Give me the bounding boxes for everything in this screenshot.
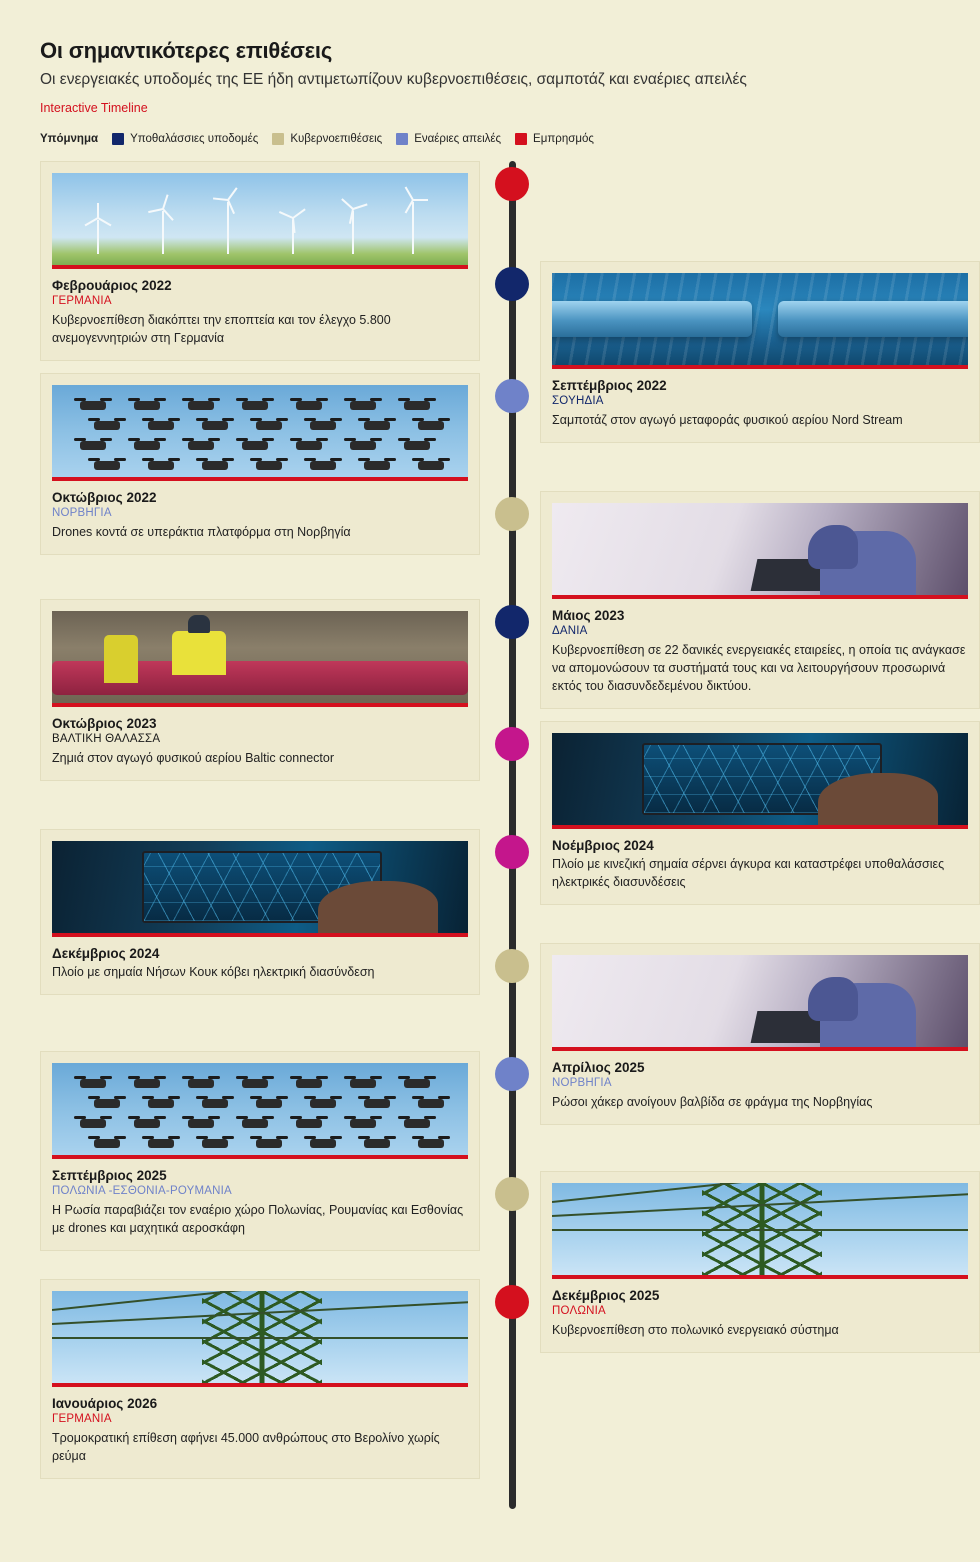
card-body xyxy=(41,481,479,554)
timeline-event-card[interactable] xyxy=(40,829,480,995)
timeline-dot[interactable] xyxy=(495,727,529,761)
power-pylon-photo xyxy=(552,1183,968,1275)
event-date: Απρίλιος 2025 xyxy=(552,1059,645,1075)
tablet-network-photo xyxy=(552,733,968,825)
event-date: Φεβρουάριος 2022 xyxy=(52,277,172,293)
timeline-event-card[interactable] xyxy=(40,1279,480,1479)
hacker-laptop-photo xyxy=(552,503,968,595)
wind-turbines-photo xyxy=(52,173,468,265)
card-body xyxy=(41,1159,479,1250)
event-description: Η Ρωσία παραβιάζει τον εναέριο χώρο Πολωνίας, Ρουμανίας και Εσθονίας με drones και μαχητικά αεροσκάφη xyxy=(52,1202,464,1236)
gas-pipeline-workers-photo xyxy=(52,611,468,703)
timeline-dot[interactable] xyxy=(495,167,529,201)
card-body xyxy=(541,599,979,708)
legend-title: Υπόμνημα xyxy=(40,132,99,145)
event-date: Δεκέμβριος 2024 xyxy=(52,945,160,961)
card-body xyxy=(41,937,479,994)
legend-item-label: Εναέριες απειλές xyxy=(414,132,502,145)
card-body xyxy=(41,269,479,360)
interactive-timeline-label: Interactive Timeline xyxy=(40,100,148,115)
event-description: Τρομοκρατική επίθεση αφήνει 45.000 ανθρώπους στο Βερολίνο χωρίς ρεύμα xyxy=(52,1430,440,1464)
timeline-dot[interactable] xyxy=(495,1177,529,1211)
hacker-laptop-photo xyxy=(552,955,968,1047)
event-date: Οκτώβριος 2023 xyxy=(52,715,157,731)
event-description: Κυβερνοεπίθεση σε 22 δανικές ενεργειακές εταιρείες, η οποία τις ανάγκασε να απομονώσουν τα συστήματά τους και να λειτουργήσουν προσωρινά εκτός του διασυνδεδεμένου δικτύου. xyxy=(552,642,966,694)
event-location: ΝΟΡΒΗΓΙΑ xyxy=(52,506,112,519)
legend-item[interactable] xyxy=(515,133,594,145)
page-subtitle: Οι ενεργειακές υποδομές της ΕΕ ήδη αντιμετωπίζουν κυβερνοεπιθέσεις, σαμποτάζ και εναέριες απειλές xyxy=(40,71,747,88)
card-body xyxy=(41,1387,479,1478)
timeline xyxy=(0,161,980,1509)
event-description: Ζημιά στον αγωγό φυσικού αερίου Baltic connector xyxy=(52,750,335,765)
card-body xyxy=(541,829,979,904)
legend-item[interactable] xyxy=(272,133,382,145)
card-body xyxy=(541,369,979,442)
event-description: Πλοίο με σημαία Νήσων Κουκ κόβει ηλεκτρική διασύνδεση xyxy=(52,964,375,979)
timeline-dot[interactable] xyxy=(495,1285,529,1319)
card-body xyxy=(541,1279,979,1352)
legend-swatch-icon xyxy=(272,133,284,145)
drone-swarm-photo xyxy=(52,385,468,477)
timeline-event-card[interactable] xyxy=(540,721,980,905)
legend-swatch-icon xyxy=(396,133,408,145)
legend-item-label: Υποθαλάσσιες υποδομές xyxy=(130,132,259,145)
timeline-dot[interactable] xyxy=(495,1057,529,1091)
event-location: ΒΑΛΤΙΚΗ ΘΑΛΑΣΣΑ xyxy=(52,732,161,745)
event-description: Κυβερνοεπίθεση διακόπτει την εποπτεία και τον έλεγχο 5.800 ανεμογεννητριών στη Γερμανία xyxy=(52,312,391,346)
event-date: Σεπτέμβριος 2025 xyxy=(52,1167,167,1183)
event-location: ΠΟΛΩΝΙΑ xyxy=(552,1304,606,1317)
event-date: Δεκέμβριος 2025 xyxy=(552,1287,660,1303)
event-location: ΠΟΛΩΝΙΑ -ΕΣΘΟΝΙΑ-ΡΟΥΜΑΝΙΑ xyxy=(52,1184,232,1197)
power-pylon-photo xyxy=(52,1291,468,1383)
event-description: Ρώσοι χάκερ ανοίγουν βαλβίδα σε φράγμα της Νορβηγίας xyxy=(552,1094,873,1109)
timeline-event-card[interactable] xyxy=(40,1051,480,1251)
legend-swatch-icon xyxy=(515,133,527,145)
timeline-event-card[interactable] xyxy=(40,599,480,781)
event-location: ΝΟΡΒΗΓΙΑ xyxy=(552,1076,612,1089)
event-date: Ιανουάριος 2026 xyxy=(52,1395,158,1411)
timeline-dot[interactable] xyxy=(495,835,529,869)
timeline-dot[interactable] xyxy=(495,379,529,413)
legend-item-label: Εμπρησμός xyxy=(533,132,594,145)
timeline-dot[interactable] xyxy=(495,605,529,639)
header xyxy=(0,0,980,115)
event-location: ΓΕΡΜΑΝΙΑ xyxy=(52,1412,112,1425)
event-description: Σαμποτάζ στον αγωγό μεταφοράς φυσικού αερίου Nord Stream xyxy=(552,412,903,427)
legend-item[interactable] xyxy=(112,133,258,145)
event-location: ΔΑΝΙΑ xyxy=(552,624,588,637)
nord-stream-underwater-pipe-photo xyxy=(552,273,968,365)
timeline-event-card[interactable] xyxy=(540,261,980,443)
card-body xyxy=(541,1051,979,1124)
timeline-event-card[interactable] xyxy=(40,373,480,555)
legend xyxy=(0,129,980,145)
legend-item[interactable] xyxy=(396,133,501,145)
timeline-dot[interactable] xyxy=(495,267,529,301)
event-location: ΣΟΥΗΔΙΑ xyxy=(552,394,604,407)
tablet-network-photo xyxy=(52,841,468,933)
event-date: Οκτώβριος 2022 xyxy=(52,489,157,505)
timeline-dot[interactable] xyxy=(495,497,529,531)
event-description: Κυβερνοεπίθεση στο πολωνικό ενεργειακό σύστημα xyxy=(552,1322,839,1337)
event-location: ΓΕΡΜΑΝΙΑ xyxy=(52,294,112,307)
timeline-event-card[interactable] xyxy=(540,943,980,1125)
event-date: Νοέμβριος 2024 xyxy=(552,837,654,853)
timeline-event-card[interactable] xyxy=(540,491,980,709)
page-title: Οι σημαντικότερες επιθέσεις xyxy=(40,38,333,63)
event-date: Σεπτέμβριος 2022 xyxy=(552,377,667,393)
drone-swarm-photo xyxy=(52,1063,468,1155)
event-description: Πλοίο με κινεζική σημαία σέρνει άγκυρα και καταστρέφει υποθαλάσσιες ηλεκτρικές διασυνδέσεις xyxy=(552,856,945,890)
event-date: Μάιος 2023 xyxy=(552,607,625,623)
timeline-event-card[interactable] xyxy=(40,161,480,361)
card-body xyxy=(41,707,479,780)
legend-swatch-icon xyxy=(112,133,124,145)
timeline-event-card[interactable] xyxy=(540,1171,980,1353)
legend-item-label: Κυβερνοεπιθέσεις xyxy=(290,132,383,145)
event-description: Drones κοντά σε υπεράκτια πλατφόρμα στη Νορβηγία xyxy=(52,524,351,539)
timeline-dot[interactable] xyxy=(495,949,529,983)
